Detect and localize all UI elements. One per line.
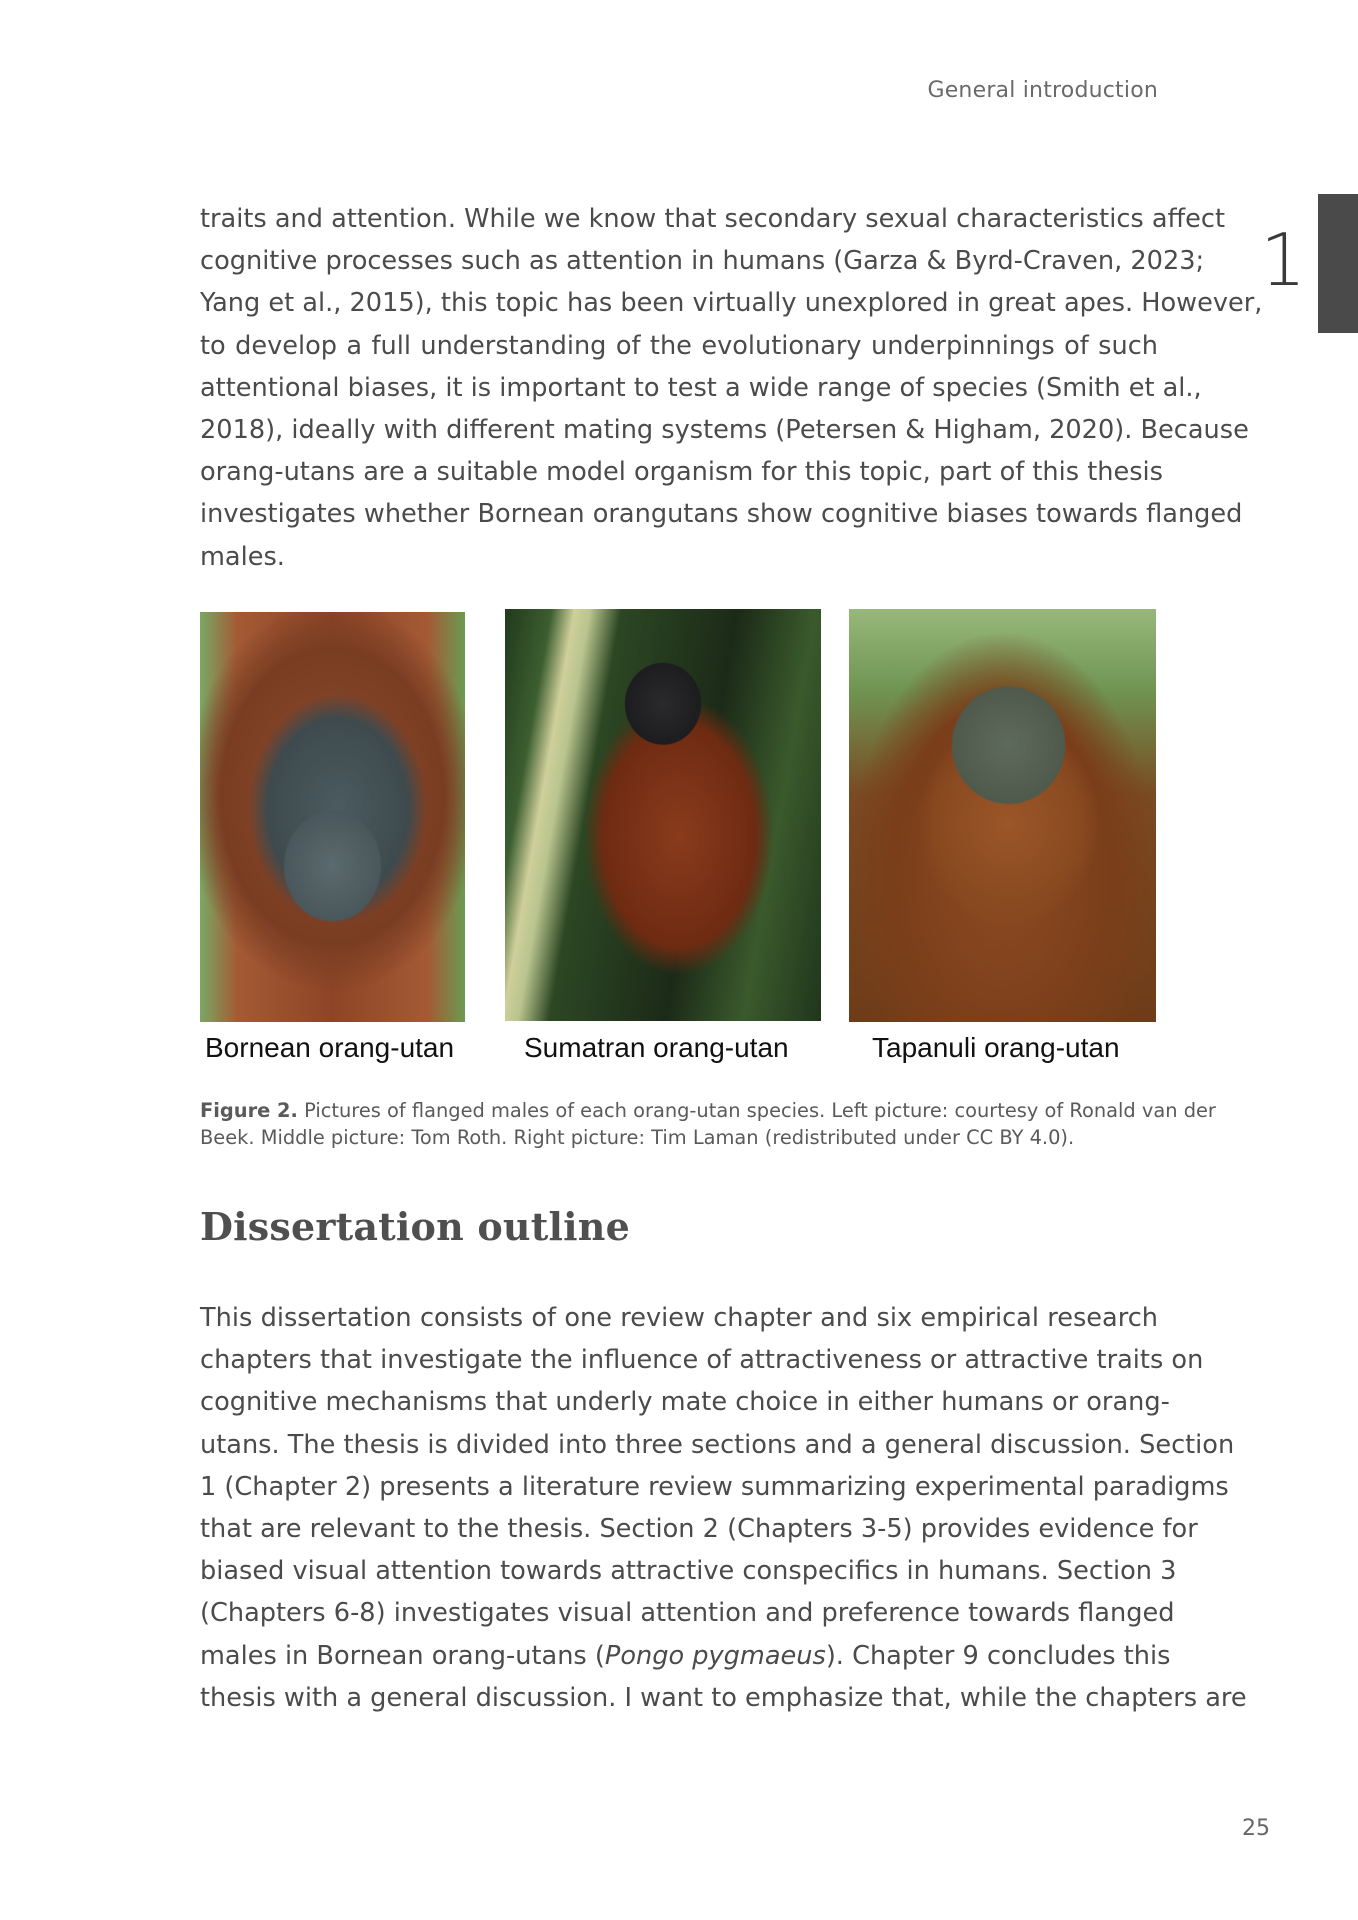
figure-caption — [200, 1097, 1216, 1151]
text-line: biased visual attention towards attractive conspecifics in humans. Section 3 — [200, 1556, 1177, 1587]
text-line: to develop a full understanding of the evolutionary underpinnings of such — [200, 330, 1158, 361]
running-header: General introduction — [927, 78, 1158, 103]
text-line: investigates whether Bornean orangutans show cognitive biases towards flanged — [200, 499, 1243, 530]
text-line: orang-utans are a suitable model organism for this topic, part of this thesis — [200, 457, 1163, 488]
text-line: attentional biases, it is important to test a wide range of species (Smith et al., — [200, 372, 1202, 403]
text-segment: males in Bornean orang-utans ( — [200, 1640, 605, 1671]
text-line: This dissertation consists of one review chapter and six empirical research — [200, 1303, 1158, 1333]
text-line: cognitive mechanisms that underly mate choice in either humans or orang- — [200, 1387, 1170, 1418]
section-heading: Dissertation outline — [200, 1204, 630, 1249]
tapanuli-orangutan-photo — [849, 609, 1156, 1022]
paragraph-outline — [200, 1297, 1247, 1719]
chapter-tab — [1318, 194, 1358, 333]
text-line: Yang et al., 2015), this topic has been virtually unexplored in great apes. However, — [200, 288, 1263, 319]
text-line: traits and attention. While we know that secondary sexual characteristics affect — [200, 204, 1226, 234]
text-line: chapters that investigate the influence of attractiveness or attractive traits on — [200, 1345, 1204, 1376]
text-line: utans. The thesis is divided into three sections and a general discussion. Section — [200, 1429, 1235, 1460]
figure-label: Figure 2. — [200, 1099, 298, 1122]
text-line: (Chapters 6-8) investigates visual attention and preference towards flanged — [200, 1598, 1175, 1629]
text-segment: ). Chapter 9 concludes this — [825, 1640, 1171, 1671]
chapter-number: 1 — [1260, 218, 1306, 302]
page-number: 25 — [1242, 1816, 1270, 1841]
caption-line — [200, 1097, 1216, 1124]
paragraph-attention — [200, 198, 1263, 578]
caption-line: Beek. Middle picture: Tom Roth. Right picture: Tim Laman (redistributed under CC BY 4.0). — [200, 1126, 1075, 1149]
caption-text: Pictures of flanged males of each orang-utan species. Left picture: courtesy of Ronald van der — [304, 1099, 1216, 1122]
photo-label-tapanuli: Tapanuli orang-utan — [872, 1032, 1120, 1063]
text-line: that are relevant to the thesis. Section 2 (Chapters 3-5) provides evidence for — [200, 1514, 1198, 1545]
text-line: 1 (Chapter 2) presents a literature review summarizing experimental paradigms — [200, 1471, 1229, 1502]
bornean-orangutan-photo — [200, 612, 465, 1022]
photo-label-sumatran: Sumatran orang-utan — [524, 1032, 789, 1063]
text-line: cognitive processes such as attention in humans (Garza & Byrd-Craven, 2023; — [200, 246, 1205, 277]
sumatran-orangutan-photo — [505, 609, 821, 1021]
text-line — [200, 1635, 1171, 1677]
text-line: males. — [200, 541, 285, 572]
text-line: 2018), ideally with different mating systems (Petersen & Higham, 2020). Because — [200, 415, 1249, 446]
species-name: Pongo pygmaeus — [604, 1640, 826, 1671]
text-line: thesis with a general discussion. I want to emphasize that, while the chapters are — [200, 1682, 1247, 1713]
photo-label-bornean: Bornean orang-utan — [205, 1032, 455, 1063]
